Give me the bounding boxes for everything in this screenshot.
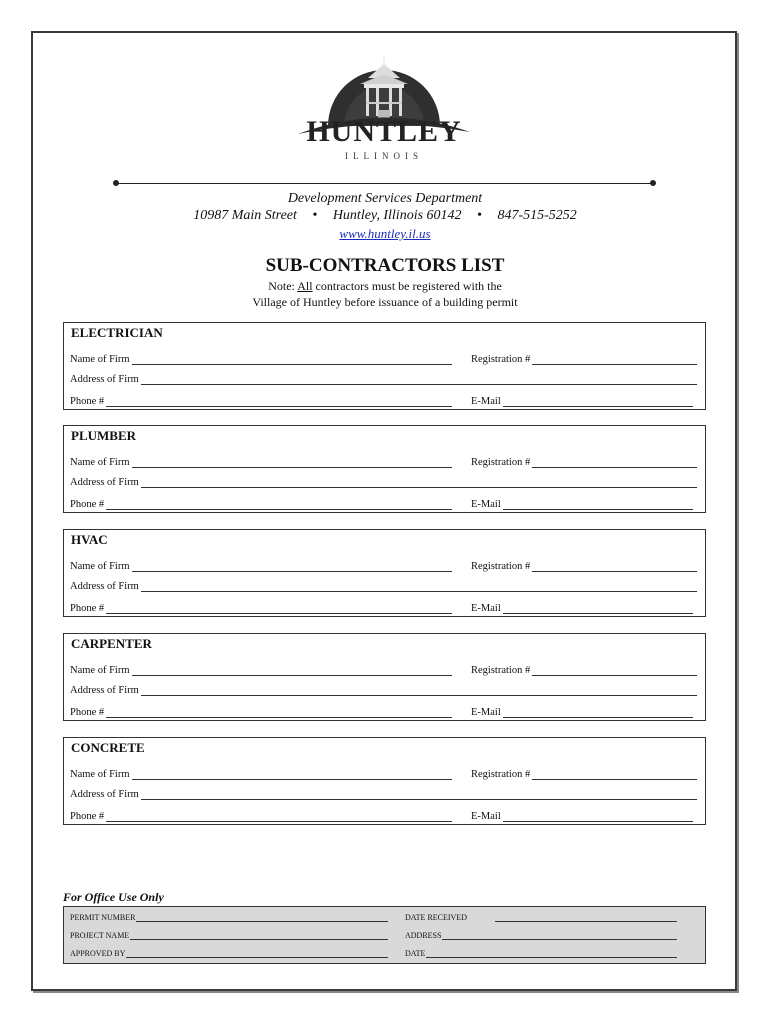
approved-by-label: APPROVED BY bbox=[70, 949, 126, 958]
phone-field[interactable] bbox=[70, 597, 452, 617]
firm-name-label: Name of Firm bbox=[70, 665, 130, 676]
email-field[interactable] bbox=[471, 390, 693, 410]
firm-address-label: Address of Firm bbox=[70, 374, 139, 385]
huntley-logo bbox=[298, 50, 470, 168]
firm-name-field[interactable] bbox=[70, 451, 452, 471]
firm-address-label: Address of Firm bbox=[70, 685, 139, 696]
phone-field[interactable] bbox=[70, 701, 452, 721]
firm-name-field[interactable] bbox=[70, 348, 452, 368]
email-label: E-Mail bbox=[471, 603, 501, 614]
contractor-section-plumber bbox=[63, 425, 706, 513]
city-state-zip: Huntley, Illinois 60142 bbox=[332, 208, 462, 223]
contractor-section-electrician bbox=[63, 322, 706, 410]
phone-label: Phone # bbox=[70, 811, 105, 822]
header-divider bbox=[116, 183, 652, 184]
email-field[interactable] bbox=[471, 805, 693, 825]
phone-field[interactable] bbox=[70, 390, 452, 410]
registration-field[interactable] bbox=[471, 555, 697, 575]
contractor-section-carpenter bbox=[63, 633, 706, 721]
phone-label: Phone # bbox=[70, 499, 105, 510]
firm-name-field[interactable] bbox=[70, 555, 452, 575]
registration-field[interactable] bbox=[471, 348, 697, 368]
form-note-line1 bbox=[0, 279, 770, 294]
date-label: DATE bbox=[405, 949, 426, 958]
note-prefix: Note: bbox=[268, 279, 298, 293]
firm-address-field[interactable] bbox=[70, 575, 697, 595]
approved-by-field[interactable] bbox=[70, 947, 388, 959]
logo-state: ILLINOIS bbox=[345, 151, 423, 161]
contractor-section-hvac bbox=[63, 529, 706, 617]
firm-address-field[interactable] bbox=[70, 783, 697, 803]
bullet-separator: • bbox=[477, 208, 482, 223]
website-link[interactable]: www.huntley.il.us bbox=[339, 226, 431, 241]
email-label: E-Mail bbox=[471, 499, 501, 510]
firm-name-label: Name of Firm bbox=[70, 354, 130, 365]
firm-address-field[interactable] bbox=[70, 471, 697, 491]
divider-dot-left bbox=[113, 180, 119, 186]
registration-label: Registration # bbox=[471, 561, 531, 572]
phone-number: 847-515-5252 bbox=[497, 208, 577, 223]
permit-number-field[interactable] bbox=[70, 911, 388, 923]
firm-address-field[interactable] bbox=[70, 679, 697, 699]
form-note-line2: Village of Huntley before issuance of a building permit bbox=[252, 295, 518, 309]
logo-wordmark: HUNTLEY bbox=[306, 115, 462, 148]
firm-address-label: Address of Firm bbox=[70, 581, 139, 592]
note-rest: contractors must be registered with the bbox=[312, 279, 502, 293]
office-address-field[interactable] bbox=[405, 929, 677, 941]
section-title: CARPENTER bbox=[71, 636, 152, 651]
section-title: ELECTRICIAN bbox=[71, 325, 163, 340]
firm-address-label: Address of Firm bbox=[70, 477, 139, 488]
form-title: SUB-CONTRACTORS LIST bbox=[265, 255, 505, 276]
firm-name-label: Name of Firm bbox=[70, 561, 130, 572]
registration-label: Registration # bbox=[471, 665, 531, 676]
email-field[interactable] bbox=[471, 701, 693, 721]
email-field[interactable] bbox=[471, 493, 693, 513]
divider-dot-right bbox=[650, 180, 656, 186]
phone-label: Phone # bbox=[70, 707, 105, 718]
section-title: PLUMBER bbox=[71, 428, 136, 443]
email-label: E-Mail bbox=[471, 707, 501, 718]
firm-name-label: Name of Firm bbox=[70, 769, 130, 780]
office-use-box bbox=[63, 906, 706, 964]
registration-field[interactable] bbox=[471, 763, 697, 783]
address-line bbox=[0, 208, 770, 224]
firm-address-label: Address of Firm bbox=[70, 789, 139, 800]
phone-label: Phone # bbox=[70, 396, 105, 407]
bullet-separator: • bbox=[312, 208, 318, 223]
date-received-label: DATE RECEIVED bbox=[405, 913, 467, 922]
permit-number-label: PERMIT NUMBER bbox=[70, 913, 136, 922]
registration-field[interactable] bbox=[471, 451, 697, 471]
note-emphasis: All bbox=[297, 279, 313, 293]
project-name-label: PROJECT NAME bbox=[70, 931, 130, 940]
office-use-title: For Office Use Only bbox=[63, 890, 164, 904]
email-label: E-Mail bbox=[471, 396, 501, 407]
date-field[interactable] bbox=[405, 947, 677, 959]
street-address: 10987 Main Street bbox=[193, 208, 297, 223]
phone-label: Phone # bbox=[70, 603, 105, 614]
registration-field[interactable] bbox=[471, 659, 697, 679]
email-label: E-Mail bbox=[471, 811, 501, 822]
contractor-section-concrete bbox=[63, 737, 706, 825]
section-title: CONCRETE bbox=[71, 740, 145, 755]
office-address-label: ADDRESS bbox=[405, 931, 442, 940]
registration-label: Registration # bbox=[471, 354, 531, 365]
phone-field[interactable] bbox=[70, 805, 452, 825]
date-received-field[interactable] bbox=[405, 911, 677, 923]
phone-field[interactable] bbox=[70, 493, 452, 513]
email-field[interactable] bbox=[471, 597, 693, 617]
project-name-field[interactable] bbox=[70, 929, 388, 941]
registration-label: Registration # bbox=[471, 769, 531, 780]
firm-address-field[interactable] bbox=[70, 368, 697, 388]
section-title: HVAC bbox=[71, 532, 108, 547]
department-name: Development Services Department bbox=[287, 191, 483, 206]
firm-name-label: Name of Firm bbox=[70, 457, 130, 468]
registration-label: Registration # bbox=[471, 457, 531, 468]
firm-name-field[interactable] bbox=[70, 659, 452, 679]
firm-name-field[interactable] bbox=[70, 763, 452, 783]
